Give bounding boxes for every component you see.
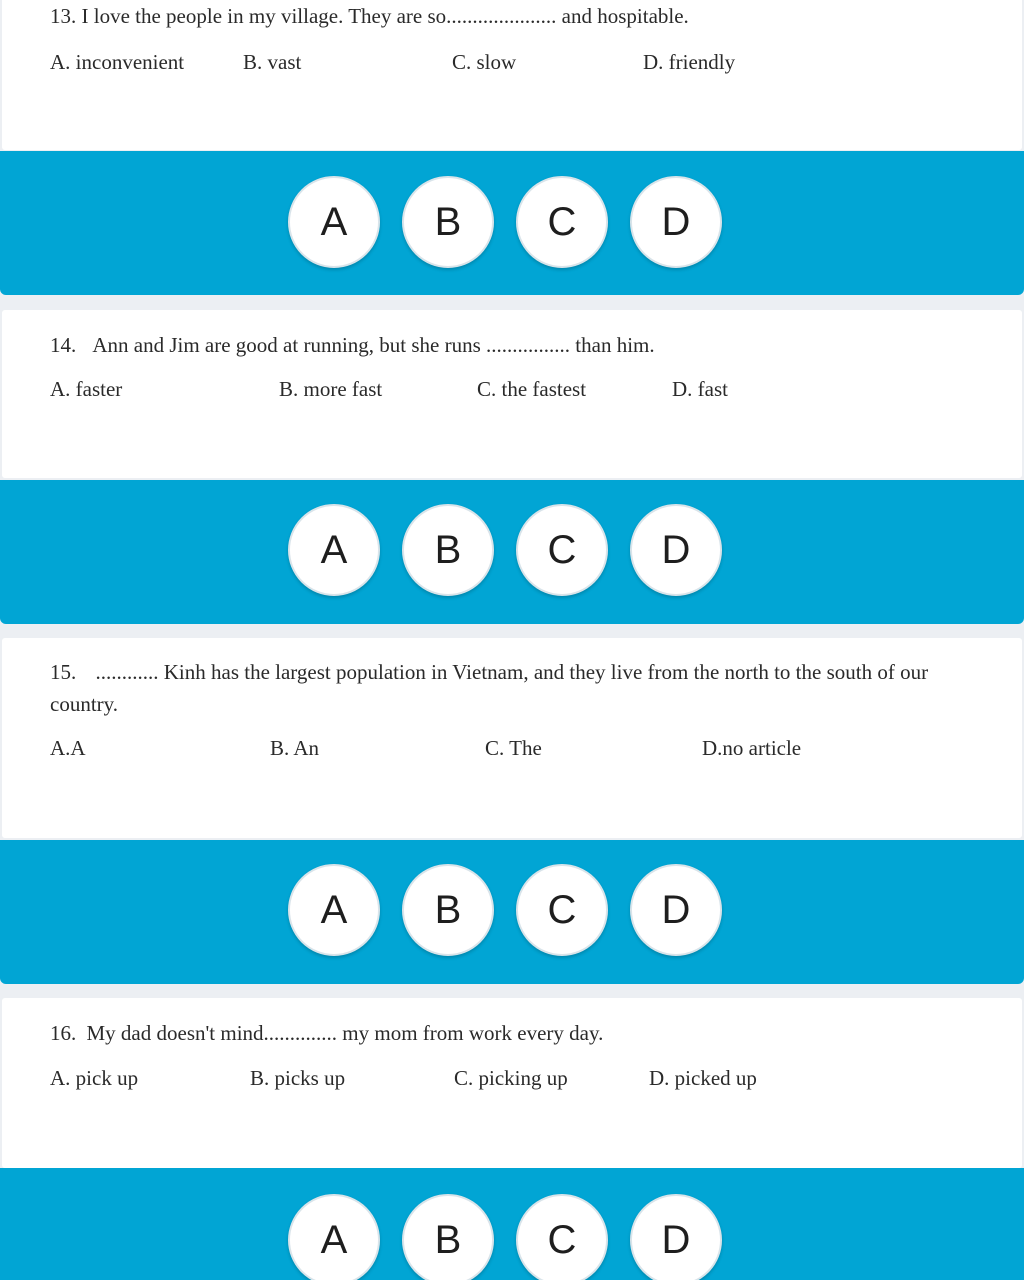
answer-button-d[interactable]: D — [630, 1194, 722, 1280]
answer-bar-15 — [0, 840, 1024, 984]
option-a: A. faster — [50, 377, 123, 401]
option-b: B. vast — [243, 50, 302, 74]
answer-button-d[interactable]: D — [630, 176, 722, 268]
options-13 — [2, 46, 1022, 78]
answer-bar-14 — [0, 480, 1024, 624]
question-text-15 — [50, 656, 942, 720]
question-text-16 — [50, 1017, 982, 1049]
answer-button-c[interactable]: C — [516, 504, 608, 596]
question-number: 14. — [50, 333, 77, 357]
question-body: My dad doesn't mind.............. my mom from work every day. — [86, 1021, 604, 1045]
answer-button-b[interactable]: B — [402, 1194, 494, 1280]
answer-button-d[interactable]: D — [630, 864, 722, 956]
answer-button-a[interactable]: A — [288, 504, 380, 596]
options-15 — [2, 732, 1022, 764]
options-16 — [2, 1062, 1022, 1094]
answer-button-b[interactable]: B — [402, 864, 494, 956]
answer-button-c[interactable]: C — [516, 864, 608, 956]
answer-button-c[interactable]: C — [516, 176, 608, 268]
option-c: C. slow — [452, 50, 517, 74]
question-number: 15. — [50, 660, 77, 684]
options-14 — [2, 373, 1022, 405]
answer-button-c[interactable]: C — [516, 1194, 608, 1280]
question-card-14 — [2, 310, 1022, 478]
option-a: A. pick up — [50, 1066, 139, 1090]
question-number: 13. — [50, 4, 77, 28]
answer-button-a[interactable]: A — [288, 864, 380, 956]
answer-button-a[interactable]: A — [288, 176, 380, 268]
option-d: D. friendly — [643, 50, 736, 74]
answer-button-d[interactable]: D — [630, 504, 722, 596]
option-a: A. inconvenient — [50, 50, 185, 74]
option-c: C. picking up — [454, 1066, 568, 1090]
answer-bar-16 — [0, 1168, 1024, 1280]
option-d: D. picked up — [649, 1066, 757, 1090]
question-card-15 — [2, 638, 1022, 838]
question-text-14 — [50, 329, 982, 361]
answer-button-b[interactable]: B — [402, 504, 494, 596]
question-body: ............ Kinh has the largest population in Vietnam, and they live from the north to the south of our country. — [50, 660, 929, 716]
question-number: 16. — [50, 1021, 77, 1045]
option-a: A.A — [50, 736, 86, 760]
option-d: D. fast — [672, 377, 728, 401]
option-c: C. the fastest — [477, 377, 587, 401]
answer-button-a[interactable]: A — [288, 1194, 380, 1280]
answer-button-b[interactable]: B — [402, 176, 494, 268]
option-b: B. An — [270, 736, 320, 760]
option-b: B. picks up — [250, 1066, 346, 1090]
option-b: B. more fast — [279, 377, 383, 401]
question-card-13 — [2, 0, 1022, 150]
option-c: C. The — [485, 736, 542, 760]
question-text-13 — [50, 0, 982, 32]
answer-bar-13 — [0, 151, 1024, 295]
question-body: Ann and Jim are good at running, but she runs ................ than him. — [92, 333, 655, 357]
question-card-16 — [2, 998, 1022, 1168]
option-d: D.no article — [702, 736, 802, 760]
question-body: I love the people in my village. They are so..................... and hospitable. — [81, 4, 689, 28]
